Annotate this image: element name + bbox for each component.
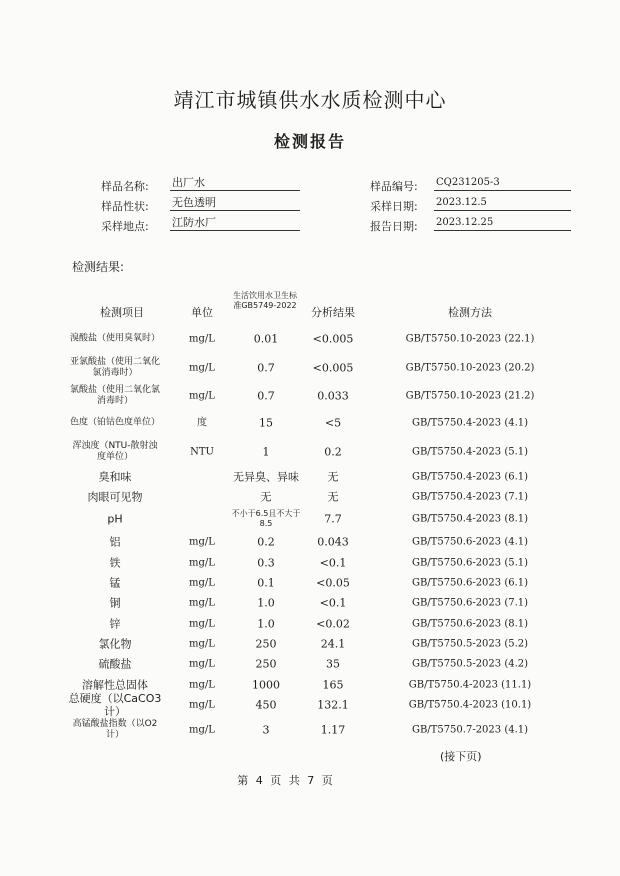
cell-method: GB/T5750.10-2023 (20.2) [405,362,535,374]
cell-item: 肉眼可见物 [87,490,143,504]
sample-no-value: CQ231205-3 [434,176,571,191]
cell-result: <5 [324,416,342,430]
cell-standard: 1 [262,445,270,459]
header-item: 检测项目 [100,306,144,319]
cell-method: GB/T5750.5-2023 (4.2) [411,658,529,670]
cell-result: 无 [327,470,339,484]
sampling-site-value: 江防水厂 [170,216,300,231]
cell-item: 高锰酸盐指数（以O2计） [72,719,158,740]
cell-standard: 无异臭、异味 [233,470,299,484]
cell-method: GB/T5750.5-2023 (5.2) [411,638,529,650]
cell-result: <0.05 [316,576,350,590]
cell-item: 铜 [109,596,121,610]
cell-method: GB/T5750.4-2023 (6.1) [411,471,529,483]
cell-unit: mg/L [189,724,215,736]
header-method: 检测方法 [448,306,492,319]
cell-unit: mg/L [189,618,215,630]
header-result: 分析结果 [311,306,355,319]
report-subtitle: 检测报告 [273,132,346,151]
cell-item: 铝 [109,535,121,549]
sampling-date-label: 采样日期: [370,200,418,213]
cell-result: 132.1 [317,698,349,712]
cell-result: 1.17 [320,723,346,737]
cell-result: 165 [322,678,344,692]
cell-item: 色度（铂钴色度单位） [69,417,160,428]
cell-method: GB/T5750.4-2023 (8.1) [411,513,529,525]
cell-standard: 3 [262,723,270,737]
cell-result: 无 [327,490,339,504]
cell-method: GB/T5750.4-2023 (4.1) [411,417,529,429]
cell-method: GB/T5750.6-2023 (7.1) [411,597,529,609]
sample-state-label: 样品性状: [101,200,149,213]
cell-standard: 无 [260,490,272,504]
cell-method: GB/T5750.4-2023 (10.1) [408,699,532,711]
cell-standard: 1.0 [257,617,275,631]
cell-item: 锌 [109,617,121,631]
cell-standard: 1000 [252,678,280,692]
cell-item: 溶解性总固体 [82,678,148,692]
cell-unit: mg/L [189,597,215,609]
cell-method: GB/T5750.6-2023 (8.1) [411,618,529,630]
cell-item: 锰 [109,576,121,590]
cell-unit: mg/L [189,577,215,589]
cell-unit: NTU [190,446,214,458]
cell-unit: mg/L [189,536,215,548]
cell-result: 0.043 [317,535,349,549]
cell-standard: 0.3 [257,556,275,570]
cell-item: 硫酸盐 [98,657,132,671]
cell-result: <0.1 [319,596,347,610]
cell-result: <0.02 [316,617,350,631]
cell-standard: 0.2 [257,535,275,549]
results-heading: 检测结果: [72,260,125,274]
cell-standard: 15 [259,416,273,430]
cell-method: GB/T5750.6-2023 (4.1) [411,536,529,548]
cell-result: <0.005 [312,361,354,375]
sampling-date-value: 2023.12.5 [434,196,571,211]
cell-method: GB/T5750.4-2023 (11.1) [408,679,532,691]
cell-item: 亚氯酸盐（使用二氧化氯消毒时） [69,357,160,378]
cell-standard: 不小于6.5且不大于8.5 [231,509,301,528]
cell-method: GB/T5750.10-2023 (22.1) [405,333,535,345]
cell-standard: 0.1 [257,576,275,590]
cell-item: pH [107,512,123,526]
cell-method: GB/T5750.6-2023 (5.1) [411,557,529,569]
cell-item: 氯酸盐（使用二氧化氯消毒时） [69,385,160,406]
cell-result: 7.7 [324,512,342,526]
cell-item: 浑浊度（NTU-散射浊度单位） [72,441,158,462]
cell-method: GB/T5750.4-2023 (5.1) [411,446,529,458]
cell-unit: mg/L [189,557,215,569]
cell-method: GB/T5750.7-2023 (4.1) [411,724,529,736]
cell-unit: mg/L [189,390,215,402]
cell-unit: mg/L [189,333,215,345]
cell-item: 溴酸盐（使用臭氧时） [69,333,160,344]
cell-standard: 250 [255,657,277,671]
page-number: 第 4 页 共 7 页 [237,774,333,787]
cell-unit: mg/L [189,679,215,691]
report-title: 靖江市城镇供水水质检测中心 [173,88,447,112]
cell-unit: mg/L [189,699,215,711]
header-standard: 生活饮用水卫生标准GB5749-2022 [233,291,297,310]
cell-standard: 450 [255,698,277,712]
cell-unit: mg/L [189,638,215,650]
cell-item: 铁 [109,556,121,570]
continued-note: (接下页) [440,750,482,763]
sample-no-label: 样品编号: [370,180,418,193]
cell-result: <0.005 [312,332,354,346]
cell-result: 24.1 [320,637,346,651]
cell-standard: 0.01 [253,332,279,346]
cell-standard: 0.7 [257,389,275,403]
cell-item: 总硬度（以CaCO3计） [68,692,162,718]
cell-method: GB/T5750.6-2023 (6.1) [411,577,529,589]
cell-method: GB/T5750.4-2023 (7.1) [411,491,529,503]
cell-item: 臭和味 [98,470,132,484]
cell-standard: 250 [255,637,277,651]
header-unit: 单位 [191,306,213,319]
cell-unit: 度 [197,417,207,429]
sample-state-value: 无色透明 [170,196,300,211]
cell-result: <0.1 [319,556,347,570]
sample-name-value: 出厂水 [170,176,300,191]
report-date-value: 2023.12.25 [434,216,571,231]
report-date-label: 报告日期: [370,220,418,233]
cell-result: 35 [326,657,340,671]
cell-unit: mg/L [189,362,215,374]
cell-standard: 1.0 [257,596,275,610]
sampling-site-label: 采样地点: [101,220,149,233]
cell-result: 0.2 [324,445,342,459]
cell-method: GB/T5750.10-2023 (21.2) [405,390,535,402]
sample-name-label: 样品名称: [101,180,149,193]
cell-item: 氯化物 [98,637,132,651]
cell-result: 0.033 [317,389,349,403]
cell-standard: 0.7 [257,361,275,375]
cell-unit: mg/L [189,658,215,670]
